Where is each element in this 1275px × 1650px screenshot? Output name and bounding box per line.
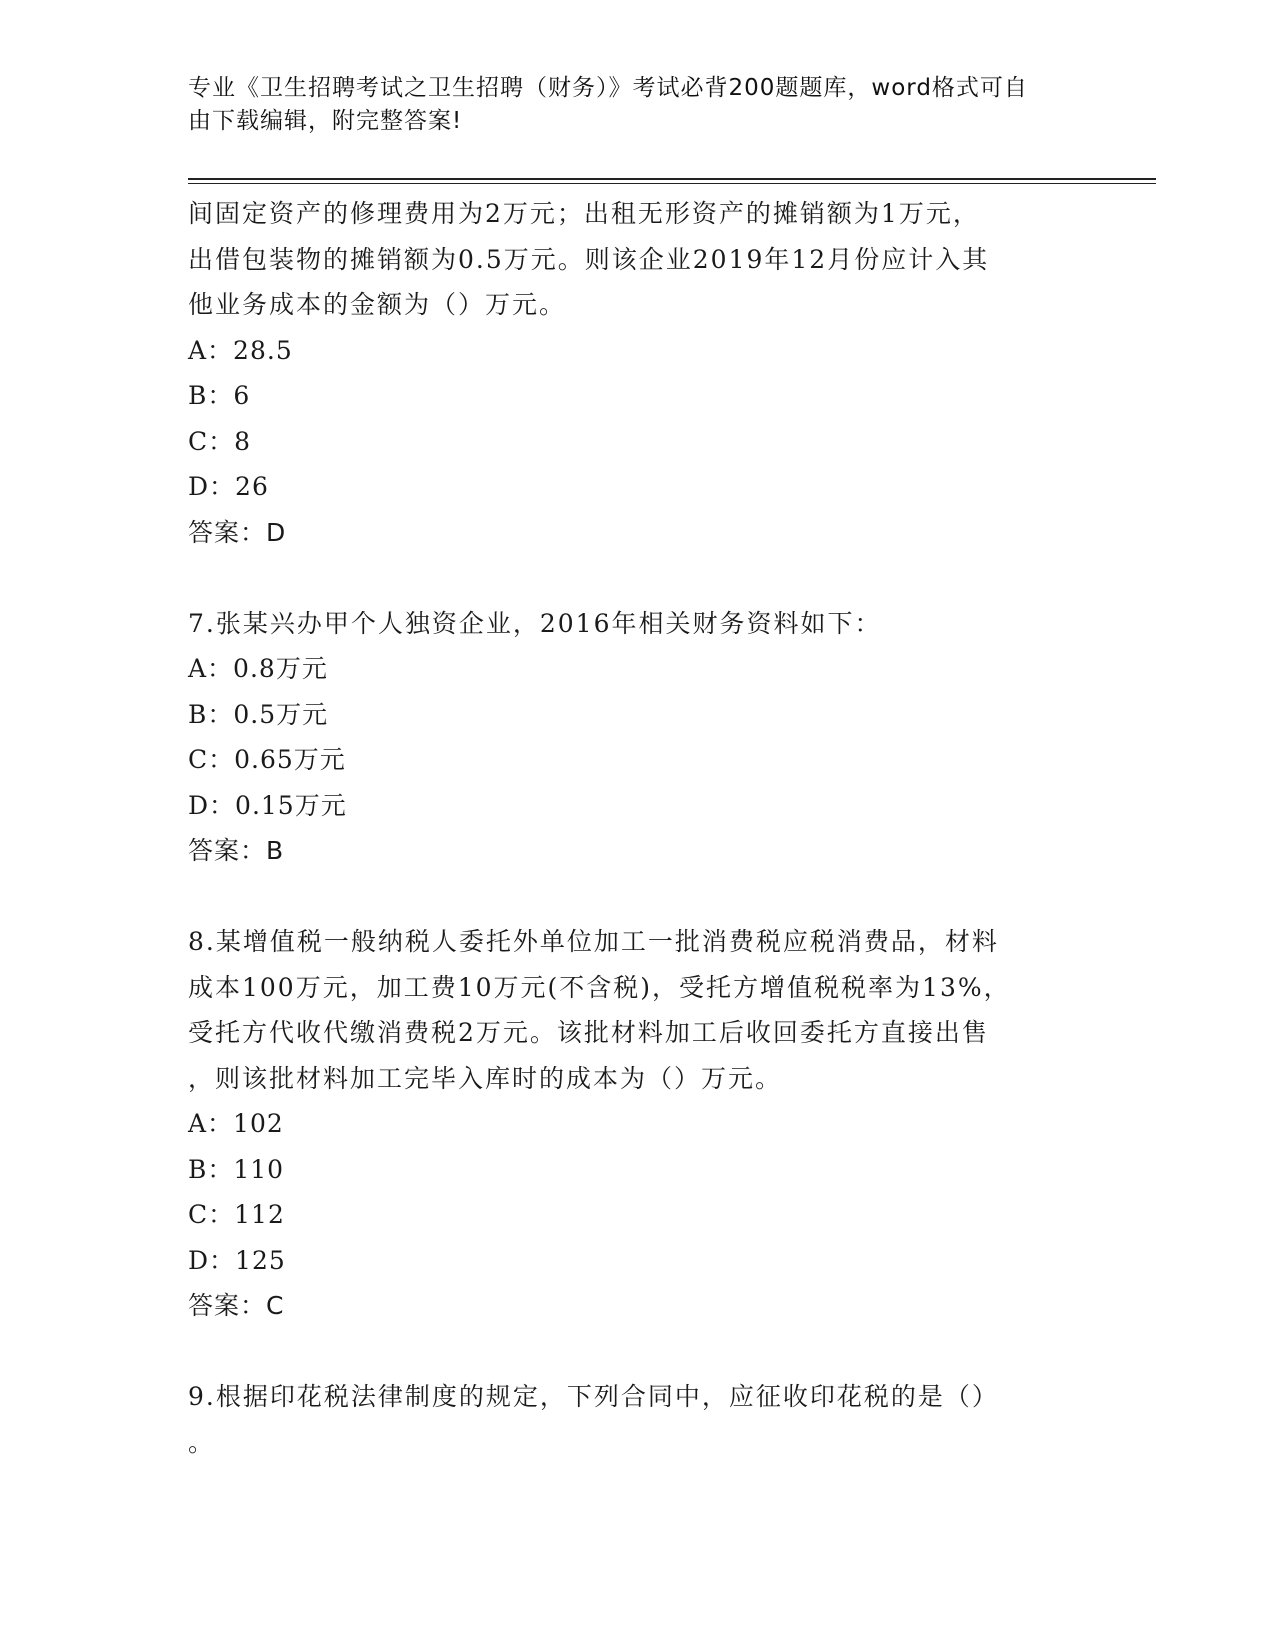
option-d: D：0.15万元 xyxy=(188,790,347,820)
option-d: D：26 xyxy=(188,472,269,501)
question-stem-line: 间固定资产的修理费用为2万元；出租无形资产的摊销额为1万元， xyxy=(188,199,980,228)
option-a: A：28.5 xyxy=(188,335,293,365)
option-c: C：8 xyxy=(188,426,252,456)
header-line-1: 专业《卫生招聘考试之卫生招聘（财务）》考试必背200题题库，word格式可自 xyxy=(188,75,1028,101)
spacer xyxy=(188,555,1068,601)
option-c: C：0.65万元 xyxy=(188,745,346,774)
option-c: C：112 xyxy=(188,1200,285,1229)
question-list xyxy=(188,191,1068,1465)
question-stem-line: 成本100万元，加工费10万元(不含税)，受托方增值税税率为13%， xyxy=(188,972,1011,1002)
header-line-2: 由下载编辑，附完整答案! xyxy=(188,108,463,134)
answer-line: 答案：C xyxy=(188,1291,285,1320)
question-7 xyxy=(188,601,1068,874)
option-a: A：0.8万元 xyxy=(188,654,328,683)
option-b: B：0.5万元 xyxy=(188,699,329,729)
question-8 xyxy=(188,919,1068,1329)
question-stem-line: 9.根据印花税法律制度的规定，下列合同中，应征收印花税的是（） xyxy=(188,1382,999,1411)
option-b: B：110 xyxy=(188,1154,285,1184)
spacer xyxy=(188,1329,1068,1375)
option-a: A：102 xyxy=(188,1109,284,1138)
header-divider-thin xyxy=(188,183,1156,184)
question-stem-line: 他业务成本的金额为（）万元。 xyxy=(188,290,567,319)
question-stem-line: 8.某增值税一般纳税人委托外单位加工一批消费税应税消费品，材料 xyxy=(188,927,999,956)
question-stem-line: ，则该批材料加工完毕入库时的成本为（）万元。 xyxy=(188,1063,783,1093)
option-b: B：6 xyxy=(188,381,251,410)
question-stem-line: 受托方代收代缴消费税2万元。该批材料加工后收回委托方直接出售 xyxy=(188,1018,989,1047)
document-header xyxy=(188,72,1068,138)
answer-line: 答案：B xyxy=(188,836,285,865)
question-stem-line: 。 xyxy=(188,1427,216,1457)
spacer xyxy=(188,874,1068,920)
option-d: D：125 xyxy=(188,1245,286,1275)
question-stem-line: 7.张某兴办甲个人独资企业，2016年相关财务资料如下： xyxy=(188,608,882,638)
question-stem-line: 出借包装物的摊销额为0.5万元。则该企业2019年12月份应计入其 xyxy=(188,244,990,274)
header-divider-thick xyxy=(188,178,1156,180)
question-6 xyxy=(188,191,1068,555)
question-9 xyxy=(188,1374,1068,1465)
answer-line: 答案：D xyxy=(188,517,287,547)
